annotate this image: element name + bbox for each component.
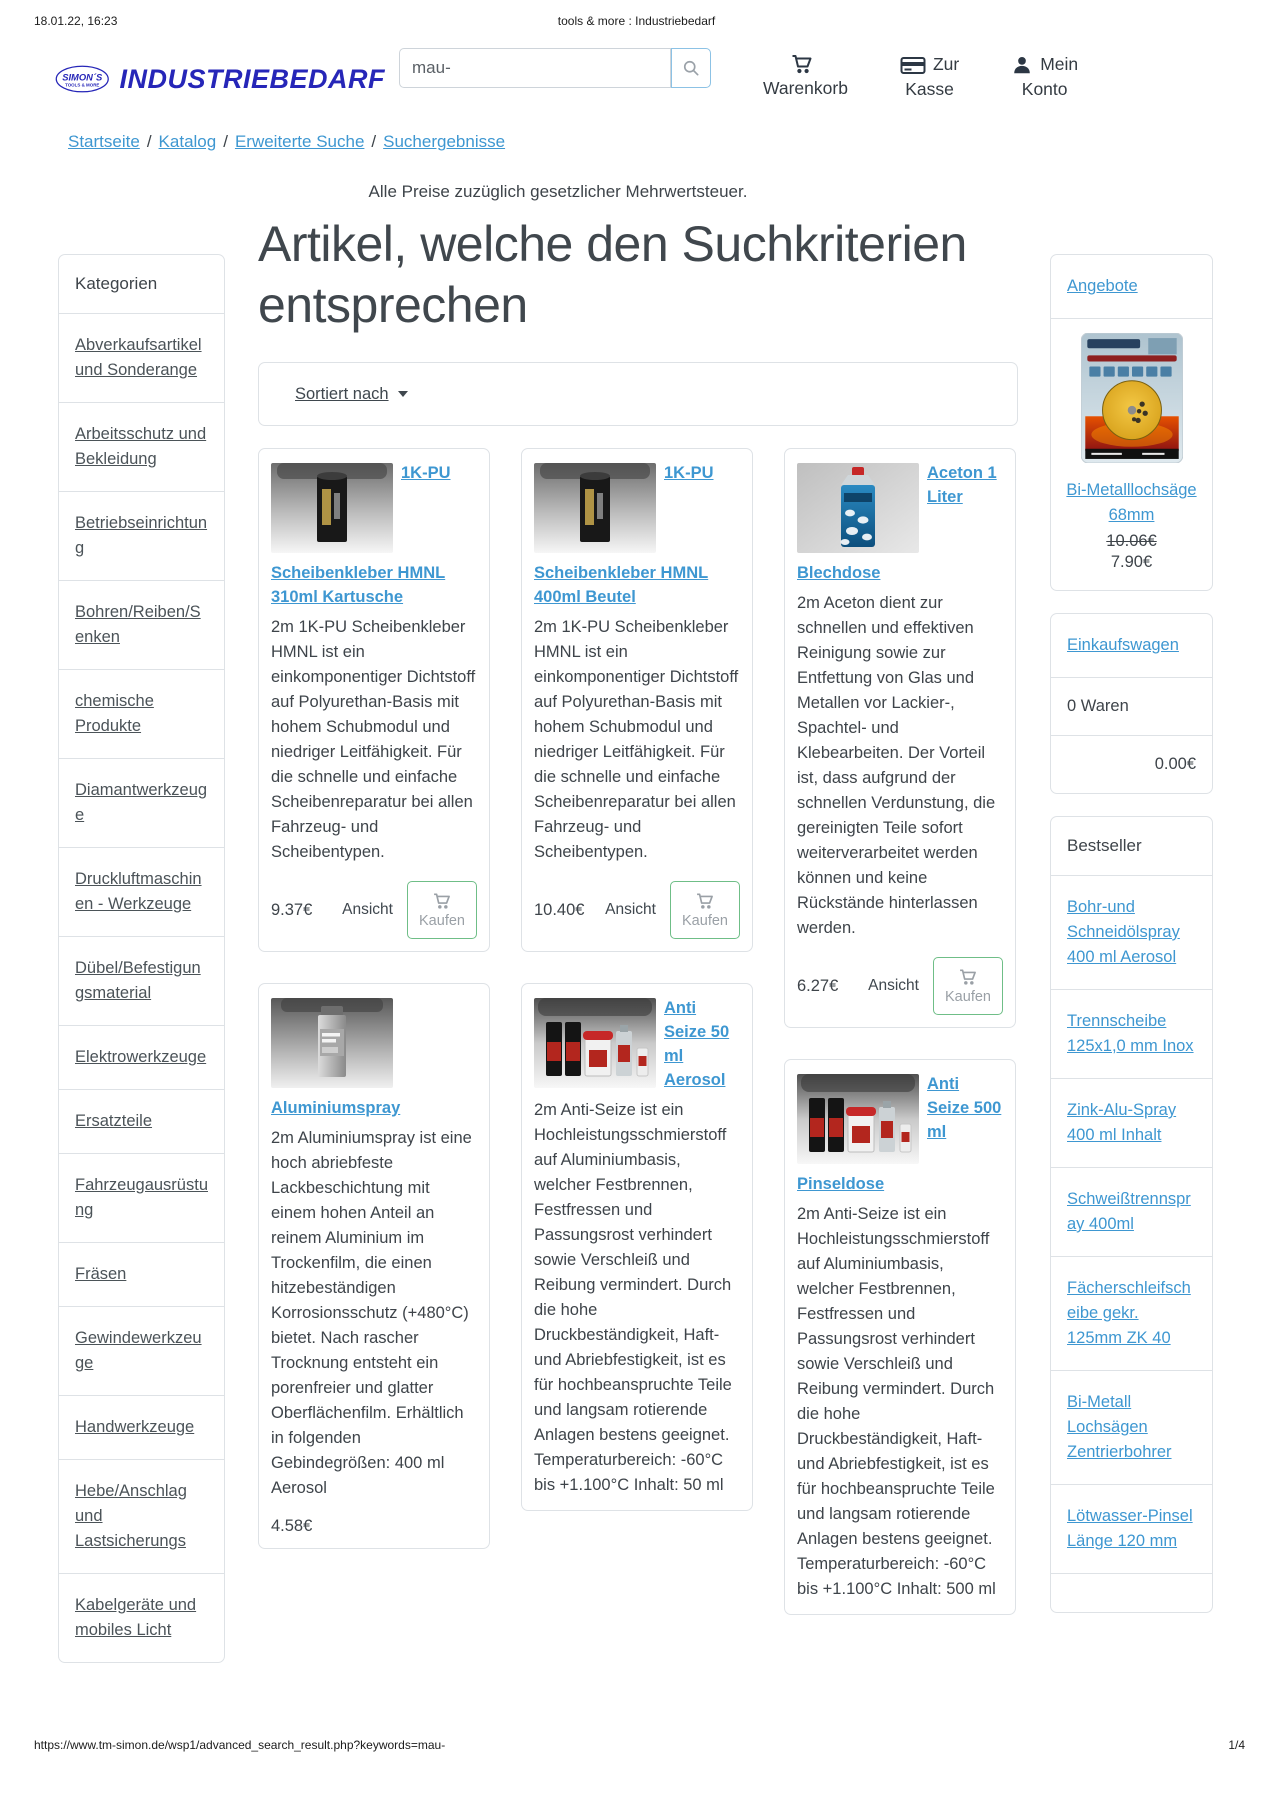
breadcrumb-suchergebnisse[interactable]: Suchergebnisse (383, 132, 506, 151)
search-bar (399, 48, 711, 88)
product-price: 9.37€ (271, 900, 313, 919)
product-price: 4.58€ (271, 1517, 313, 1535)
results-main (258, 214, 1018, 1615)
buy-button[interactable]: Kaufen (407, 881, 477, 939)
right-rail (1050, 254, 1213, 1635)
buy-button[interactable]: Kaufen (670, 881, 740, 939)
product-description: 2m Aluminiumspray ist eine hoch abriebfeste Lackbeschichtung mit einem hohen Anteil an reinem Aluminium im Trockenfilm, die einen hitzebeständigen Korrosionsschutz (+480°C) bietet. Nach rascher Trocknung entsteht ein porenfreier und glatter Oberflächenfilm. Erhältlich in folgenden Gebindegrößen: 400 ml Aerosol (271, 1129, 472, 1497)
sidebar-item-chemische-produkte: chemische Produkte (59, 669, 224, 758)
sidebar-item-hebe-anschlag: Hebe/Anschlag und Lastsicherungs (59, 1459, 224, 1573)
offers-link[interactable]: Angebote (1067, 277, 1138, 295)
product-title-link[interactable]: Anti Seize 50 ml Aerosol (664, 999, 730, 1089)
print-datetime: 18.01.22, 16:23 (34, 14, 118, 28)
cart-icon (957, 967, 979, 987)
breadcrumb-erweiterte-suche[interactable]: Erweiterte Suche (234, 132, 365, 151)
product-description: 2m 1K-PU Scheibenkleber HMNL ist ein einkomponentiger Dichtstoff auf Polyurethan-Basis mit hohem Schubmodul und niedriger Leitfähigkeit. Für die schnelle und einfache Scheibenreparatur bei allen Fahrzeug- und Scheibentypen. (271, 618, 476, 861)
credit-card-icon (900, 54, 926, 76)
product-column (258, 448, 490, 1615)
search-icon (681, 58, 701, 78)
product-card-scheibenkleber-400ml (521, 448, 753, 952)
product-description: 2m Aceton dient zur schnellen und effektiven Reinigung sowie zur Entfettung von Glas und Metallen vor Lackier-, Spachtel- und Klebearbeiten. Der Vorteil ist, dass aufgrund der schnellen Verdunstung, die gereinigten Teile sofort weiterverarbeitet werden können und keine Rückstände hinterlassen werden. (797, 594, 996, 937)
product-image-anti-seize-set[interactable] (797, 1074, 919, 1164)
category-sidebar (58, 254, 225, 1663)
offers-header (1051, 255, 1212, 318)
product-title-link[interactable]: Aluminiumspray (271, 1099, 401, 1117)
product-description: 2m Anti-Seize ist ein Hochleistungsschmierstoff auf Aluminiumbasis, welcher Festbrennen, Festfressen und Passungsrost verhindert sowie Verschleiß und Reibung vermindert. Durch die hohe Druckbeständigkeit, Haft- und Abriebfestigkeit, ist es für hochbeanspruchte Teile und langsam rotierende Anlagen bestens geeignet. Temperaturbereich: -60°C bis +1.100°C Inhalt: 50 ml (534, 1101, 732, 1494)
sidebar-item-elektrowerkzeuge: Elektrowerkzeuge (59, 1025, 224, 1089)
breadcrumb-startseite[interactable]: Startseite (68, 132, 140, 151)
product-description: 2m 1K-PU Scheibenkleber HMNL ist ein einkomponentiger Dichtstoff auf Polyurethan-Basis mit hohem Schubmodul und niedriger Leitfähigkeit. Für die schnelle und einfache Scheibenreparatur bei allen Fahrzeug- und Scheibentypen. (534, 618, 739, 861)
sidebar-item-duebel: Dübel/Befestigungsmaterial (59, 936, 224, 1025)
cart-box-header (1051, 614, 1212, 677)
nav-cart[interactable]: Warenkorb (763, 52, 848, 103)
product-title-link[interactable]: Aceton 1 Liter Blechdose (797, 464, 997, 582)
product-description: 2m Anti-Seize ist ein Hochleistungsschmierstoff auf Aluminiumbasis, welcher Festbrennen, Festfressen und Passungsrost verhindert sowie Verschleiß und Reibung vermindert. Durch die hohe Druckbeständigkeit, Haft- und Abriebfestigkeit, ist es für hochbeanspruchte Teile und langsam rotierende Anlagen bestens geeignet. Temperaturbereich: -60°C bis +1.100°C Inhalt: 500 ml (797, 1205, 996, 1598)
search-button[interactable] (671, 48, 711, 88)
shop-logo[interactable] (55, 46, 385, 112)
sort-dropdown[interactable]: Sortiert nach (295, 384, 389, 403)
product-price: 10.40€ (534, 900, 585, 919)
sidebar-item-betriebseinrichtung: Betriebseinrichtung (59, 491, 224, 580)
bestseller-title: Bestseller (1067, 836, 1142, 855)
product-grid (258, 448, 1018, 1615)
product-image-aceton-can[interactable] (797, 463, 919, 553)
sidebar-item-abverkaufsartikel: Abverkaufsartikel und Sonderange (59, 313, 224, 402)
search-input[interactable] (399, 48, 671, 88)
logo-oval-icon (55, 46, 109, 112)
view-button[interactable]: Ansicht (328, 893, 407, 927)
offer-price: 7.90€ (1110, 553, 1153, 571)
bestseller-item: Zink-Alu-Spray 400 ml Inhalt (1051, 1078, 1212, 1167)
svg-text:SIMON´S: SIMON´S (62, 72, 103, 83)
bestseller-item-cut (1051, 1573, 1212, 1612)
product-image-spray-can[interactable] (271, 998, 393, 1088)
product-column (521, 448, 753, 1615)
product-title-link[interactable]: Anti Seize 500 ml Pinseldose (797, 1075, 1002, 1193)
offers-box (1050, 254, 1213, 591)
sidebar-item-arbeitsschutz: Arbeitsschutz und Bekleidung (59, 402, 224, 491)
page-title: Artikel, welche den Suchkriterien entsprechen (258, 216, 967, 333)
offer-body (1051, 318, 1212, 590)
breadcrumb: Startseite / Katalog / Erweiterte Suche / Suchergebnisse (68, 132, 506, 151)
product-price: 6.27€ (797, 976, 839, 995)
buy-button[interactable]: Kaufen (933, 957, 1003, 1015)
bestseller-item: Schweißtrennspray 400ml (1051, 1167, 1212, 1256)
product-card-aluminiumspray (258, 983, 490, 1549)
breadcrumb-katalog[interactable]: Katalog (158, 132, 217, 151)
view-button[interactable]: Ansicht (854, 969, 933, 1003)
sidebar-item-kabelgeraete: Kabelgeräte und mobiles Licht (59, 1573, 224, 1662)
product-title-link[interactable]: 1K-PU Scheibenkleber HMNL 400ml Beutel (534, 464, 714, 606)
bestseller-item: Fächerschleifscheibe gekr. 125mm ZK 40 (1051, 1256, 1212, 1370)
tax-notice: Alle Preise zuzüglich gesetzlicher Mehrwertsteuer. (368, 182, 748, 201)
print-url: https://www.tm-simon.de/wsp1/advanced_search_result.php?keywords=mau- (34, 1738, 446, 1752)
offer-old-price: 10.06€ (1106, 532, 1157, 550)
bestseller-item: Lötwasser-Pinsel Länge 120 mm (1051, 1484, 1212, 1573)
bestseller-item: Trennscheibe 125x1,0 mm Inox (1051, 989, 1212, 1078)
product-card-anti-seize-50ml (521, 983, 753, 1511)
bestseller-item: Bohr-und Schneidölspray 400 ml Aerosol (1051, 875, 1212, 989)
content (0, 214, 1273, 1663)
nav-checkout[interactable]: Zur Kasse (900, 52, 959, 103)
product-image-dark-can[interactable] (534, 463, 656, 553)
sidebar-item-gewindewerkzeuge: Gewindewerkzeuge (59, 1306, 224, 1395)
print-page-number: 1/4 (1228, 1738, 1245, 1752)
sort-box (258, 362, 1018, 426)
svg-text:TOOLS & MORE: TOOLS & MORE (65, 82, 100, 88)
cart-icon (431, 891, 453, 911)
print-doc-title: tools & more : Industriebedarf (557, 14, 716, 28)
logo-wordmark: INDUSTRIEBEDARF (119, 63, 385, 94)
offer-image-holesaw[interactable] (1081, 333, 1183, 463)
cart-icon (694, 891, 716, 911)
product-column (784, 448, 1016, 1615)
header-nav (763, 52, 1078, 103)
sidebar-item-bohren: Bohren/Reiben/Senken (59, 580, 224, 669)
sidebar-item-druckluftmaschinen: Druckluftmaschinen - Werkzeuge (59, 847, 224, 936)
bestseller-item: Bi-Metall Lochsägen Zentrierbohrer (1051, 1370, 1212, 1484)
sidebar-item-fahrzeugausruestung: Fahrzeugausrüstung (59, 1153, 224, 1242)
product-card-scheibenkleber-310ml (258, 448, 490, 952)
product-card-aceton (784, 448, 1016, 1028)
sidebar-title: Kategorien (75, 274, 158, 293)
sidebar-item-handwerkzeuge: Handwerkzeuge (59, 1395, 224, 1459)
cart-count: 0 Waren (1051, 677, 1212, 735)
product-image-dark-can[interactable] (271, 463, 393, 553)
cart-total: 0.00€ (1051, 735, 1212, 793)
user-icon (1011, 54, 1033, 76)
product-image-anti-seize-set[interactable] (534, 998, 656, 1088)
bestseller-box (1050, 816, 1213, 1613)
chevron-down-icon (398, 391, 408, 397)
sidebar-item-ersatzteile: Ersatzteile (59, 1089, 224, 1153)
view-button[interactable]: Ansicht (591, 893, 670, 927)
cart-box (1050, 613, 1213, 794)
product-card-anti-seize-500ml (784, 1059, 1016, 1615)
product-title-link[interactable]: 1K-PU Scheibenkleber HMNL 310ml Kartusche (271, 464, 451, 606)
nav-account[interactable]: Mein Konto (1011, 52, 1078, 103)
cart-link[interactable]: Einkaufswagen (1067, 636, 1179, 654)
offer-product-link[interactable]: Bi-Metalllochsäge 68mm (1066, 481, 1197, 524)
cart-icon (789, 52, 815, 76)
sidebar-item-diamantwerkzeuge: Diamantwerkzeuge (59, 758, 224, 847)
sidebar-item-fraesen: Fräsen (59, 1242, 224, 1306)
